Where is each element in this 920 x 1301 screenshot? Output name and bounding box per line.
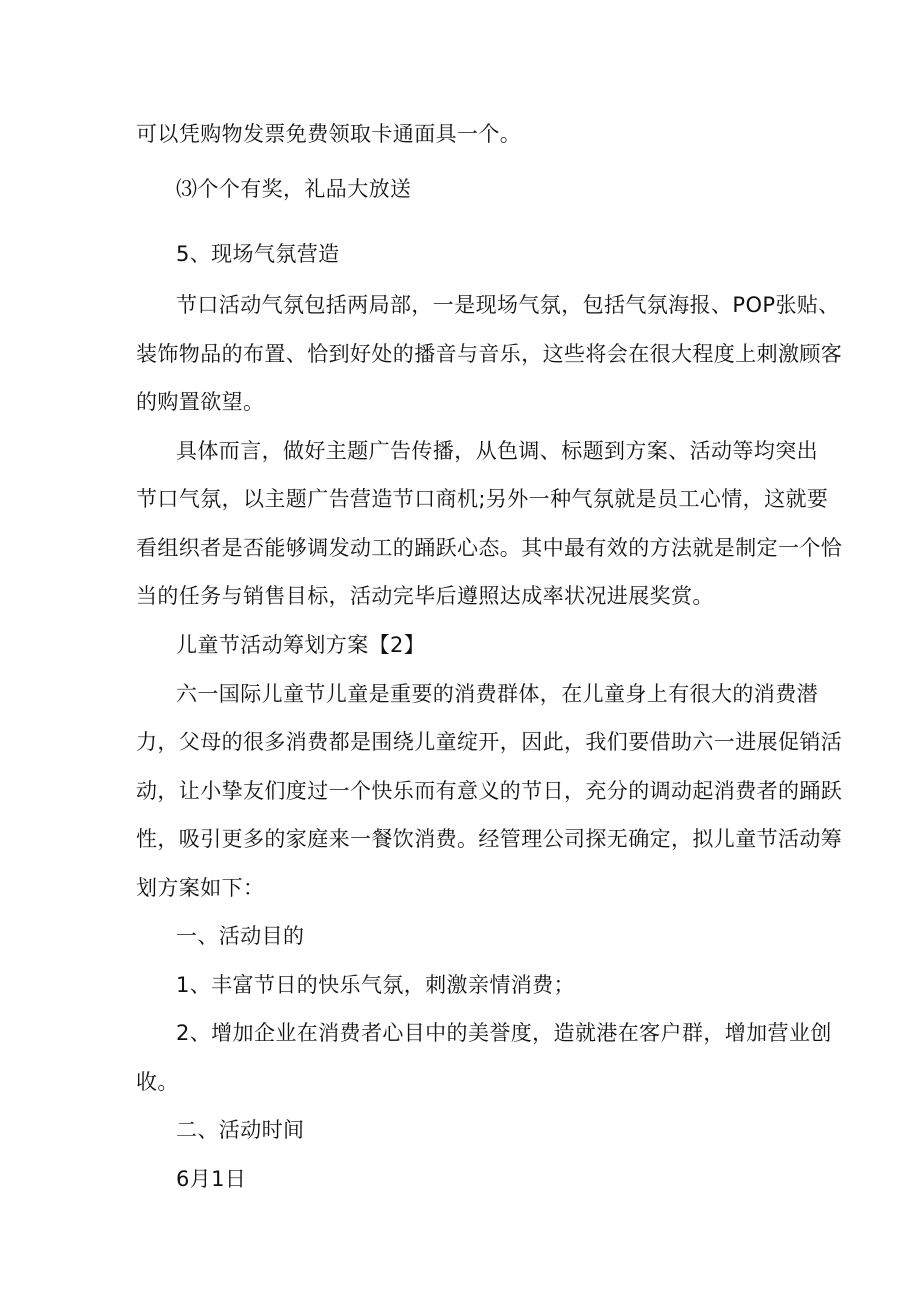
section-heading: 5、现场气氛营造	[176, 242, 340, 266]
text-line: 划方案如下：	[136, 876, 265, 900]
text-line: 具体而言，做好主题广告传播，从色调、标题到方案、活动等均突出	[176, 439, 818, 463]
text-line: 可以凭购物发票免费领取卡通面具一个。	[136, 122, 522, 146]
text-line: 力，父母的很多消费都是围绕儿童绽开，因此，我们要借助六一进展促销活	[136, 730, 843, 754]
section-heading: 一、活动目的	[176, 924, 305, 948]
text-line: 1、丰富节日的快乐气氛，刺激亲情消费；	[176, 973, 575, 997]
text-line: 装饰物品的布置、恰到好处的播音与音乐，这些将会在很大程度上刺激顾客	[136, 342, 843, 366]
text-line: 2、增加企业在消费者心目中的美誉度，造就港在客户群，增加营业创	[176, 1021, 832, 1045]
section-heading: 二、活动时间	[176, 1118, 305, 1142]
text-line: 六一国际儿童节儿童是重要的消费群体，在儿童身上有很大的消费潜	[176, 682, 818, 706]
text-line: 的购置欲望。	[136, 390, 265, 414]
text-line: ⑶个个有奖，礼品大放送	[176, 177, 412, 201]
text-line: 当的任务与销售目标，活动完毕后遵照达成率状况进展奖赏。	[136, 584, 714, 608]
text-line: 动，让小挚友们度过一个快乐而有意义的节日，充分的调动起消费者的踊跃	[136, 779, 843, 803]
text-line: 性，吸引更多的家庭来一餐饮消费。经管理公司探无确定，拟儿童节活动筹	[136, 827, 843, 851]
section-heading: 儿童节活动筹划方案【2】	[176, 633, 426, 657]
text-line: 6月1日	[176, 1167, 247, 1191]
text-line: 收。	[136, 1070, 179, 1094]
text-line: 节口活动气氛包括两局部，一是现场气氛，包括气氛海报、POP张贴、	[176, 293, 840, 317]
text-line: 看组织者是否能够调发动工的踊跃心态。其中最有效的方法就是制定一个恰	[136, 536, 843, 560]
text-line: 节口气氛，以主题广告营造节口商机;另外一种气氛就是员工心情，这就要	[136, 487, 829, 511]
